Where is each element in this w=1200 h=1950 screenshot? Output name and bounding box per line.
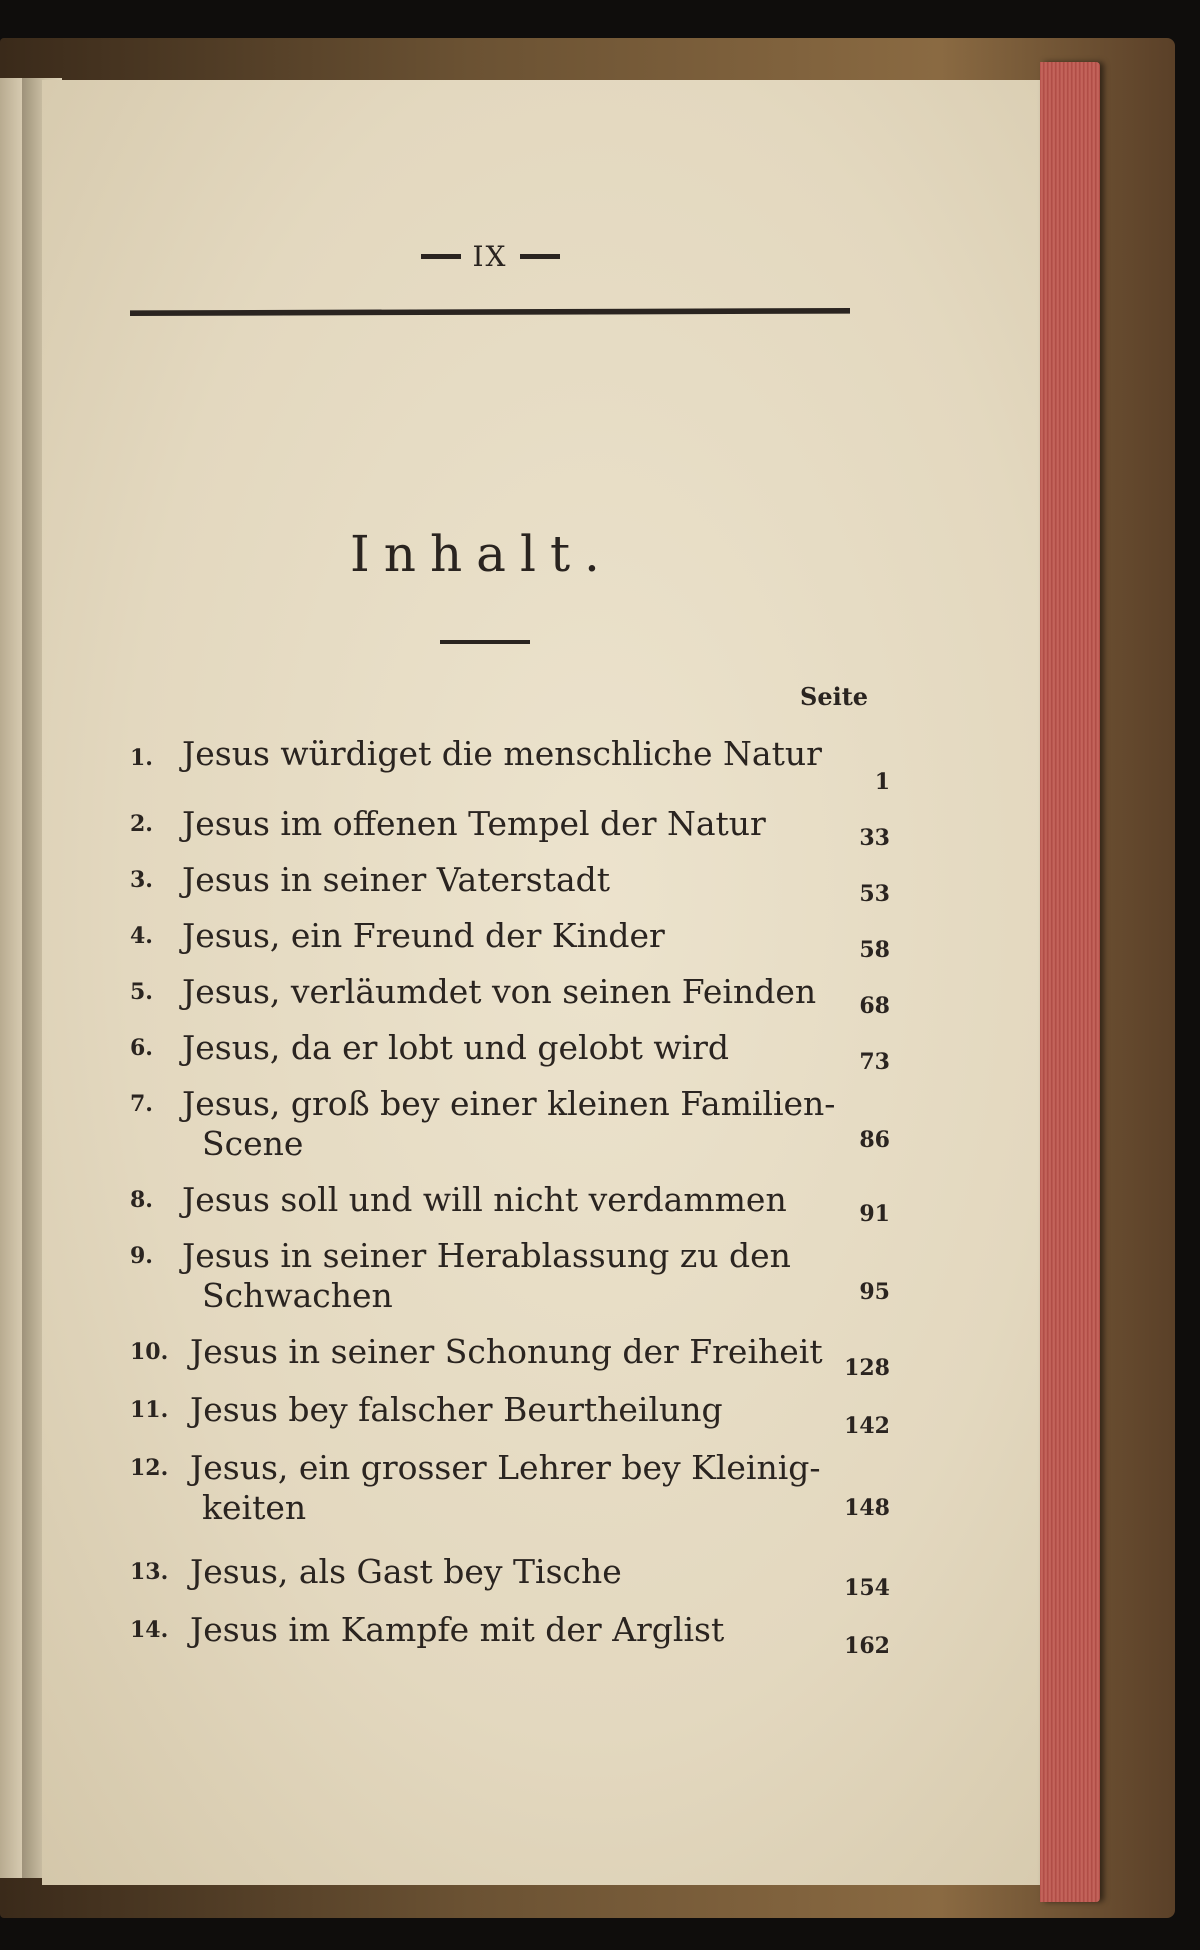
toc-entry [130,1028,890,1084]
entry-number: 5. [130,979,153,1005]
toc-entry [130,1552,890,1610]
toc-entry [130,1180,890,1236]
entry-title: Jesus würdiget die menschliche Natur [182,734,822,773]
entry-title: Jesus in seiner Herablassung zu den [182,1236,791,1275]
entry-page: 95 [859,1279,890,1305]
entry-title: Jesus, ein grosser Lehrer bey Kleinig- [190,1448,821,1487]
header-dash-right [520,254,560,259]
entry-page: 162 [844,1633,890,1659]
entry-title: Jesus, groß bey einer kleinen Familien- [182,1084,836,1123]
entry-title-continued: keiten [202,1488,307,1527]
entry-page: 128 [844,1355,890,1381]
toc-entry [130,720,890,804]
entry-title: Jesus soll und will nicht verdammen [182,1180,787,1219]
toc-entry [130,1390,890,1448]
entry-page: 148 [844,1495,890,1521]
entry-title: Jesus, da er lobt und gelobt wird [182,1028,730,1067]
entry-page: 1 [874,769,890,795]
entry-page: 68 [859,993,890,1019]
entry-page: 86 [859,1127,890,1153]
table-of-contents [130,720,890,1668]
entry-title: Jesus, verläumdet von seinen Feinden [182,972,817,1011]
entry-number: 4. [130,923,153,949]
entry-number: 10. [130,1339,169,1365]
entry-number: 8. [130,1187,153,1213]
entry-number: 9. [130,1243,153,1269]
toc-entry [130,1610,890,1668]
running-header [400,240,580,273]
toc-entry [130,1084,890,1180]
entry-title: Jesus, ein Freund der Kinder [182,916,665,955]
entry-number: 1. [130,745,153,771]
entry-page: 142 [844,1413,890,1439]
entry-title: Jesus bey falscher Beurtheilung [190,1390,723,1429]
entry-number: 6. [130,1035,153,1061]
toc-entry [130,972,890,1028]
entry-page: 53 [859,881,890,907]
entry-page: 33 [859,825,890,851]
entry-number: 13. [130,1559,169,1585]
red-page-edges [1040,62,1100,1902]
entry-page: 154 [844,1575,890,1601]
entry-title: Jesus im offenen Tempel der Natur [182,804,766,843]
toc-entry [130,1448,890,1552]
entry-title-continued: Schwachen [202,1276,393,1315]
entry-number: 11. [130,1397,169,1423]
entry-number: 2. [130,811,153,837]
toc-entry [130,1332,890,1390]
entry-number: 14. [130,1617,169,1643]
entry-title: Jesus in seiner Vaterstadt [182,860,611,899]
entry-number: 3. [130,867,153,893]
entry-title: Jesus im Kampfe mit der Arglist [190,1610,725,1649]
entry-number: 12. [130,1455,169,1481]
entry-page: 91 [859,1201,890,1227]
header-dash-left [421,254,461,259]
toc-entry [130,1236,890,1332]
toc-entry [130,916,890,972]
entry-title-continued: Scene [202,1124,304,1163]
toc-entry [130,804,890,860]
entry-title: Jesus in seiner Schonung der Freiheit [190,1332,823,1371]
toc-entry [130,860,890,916]
entry-number: 7. [130,1091,153,1117]
entry-page: 73 [859,1049,890,1075]
page-title: Inhalt. [350,525,614,583]
entry-page: 58 [859,937,890,963]
page-column-label: Seite [800,682,869,711]
title-rule [440,640,530,644]
page-folio: IX [472,240,508,273]
entry-title: Jesus, als Gast bey Tische [190,1552,622,1591]
facing-page-edge [0,78,22,1878]
